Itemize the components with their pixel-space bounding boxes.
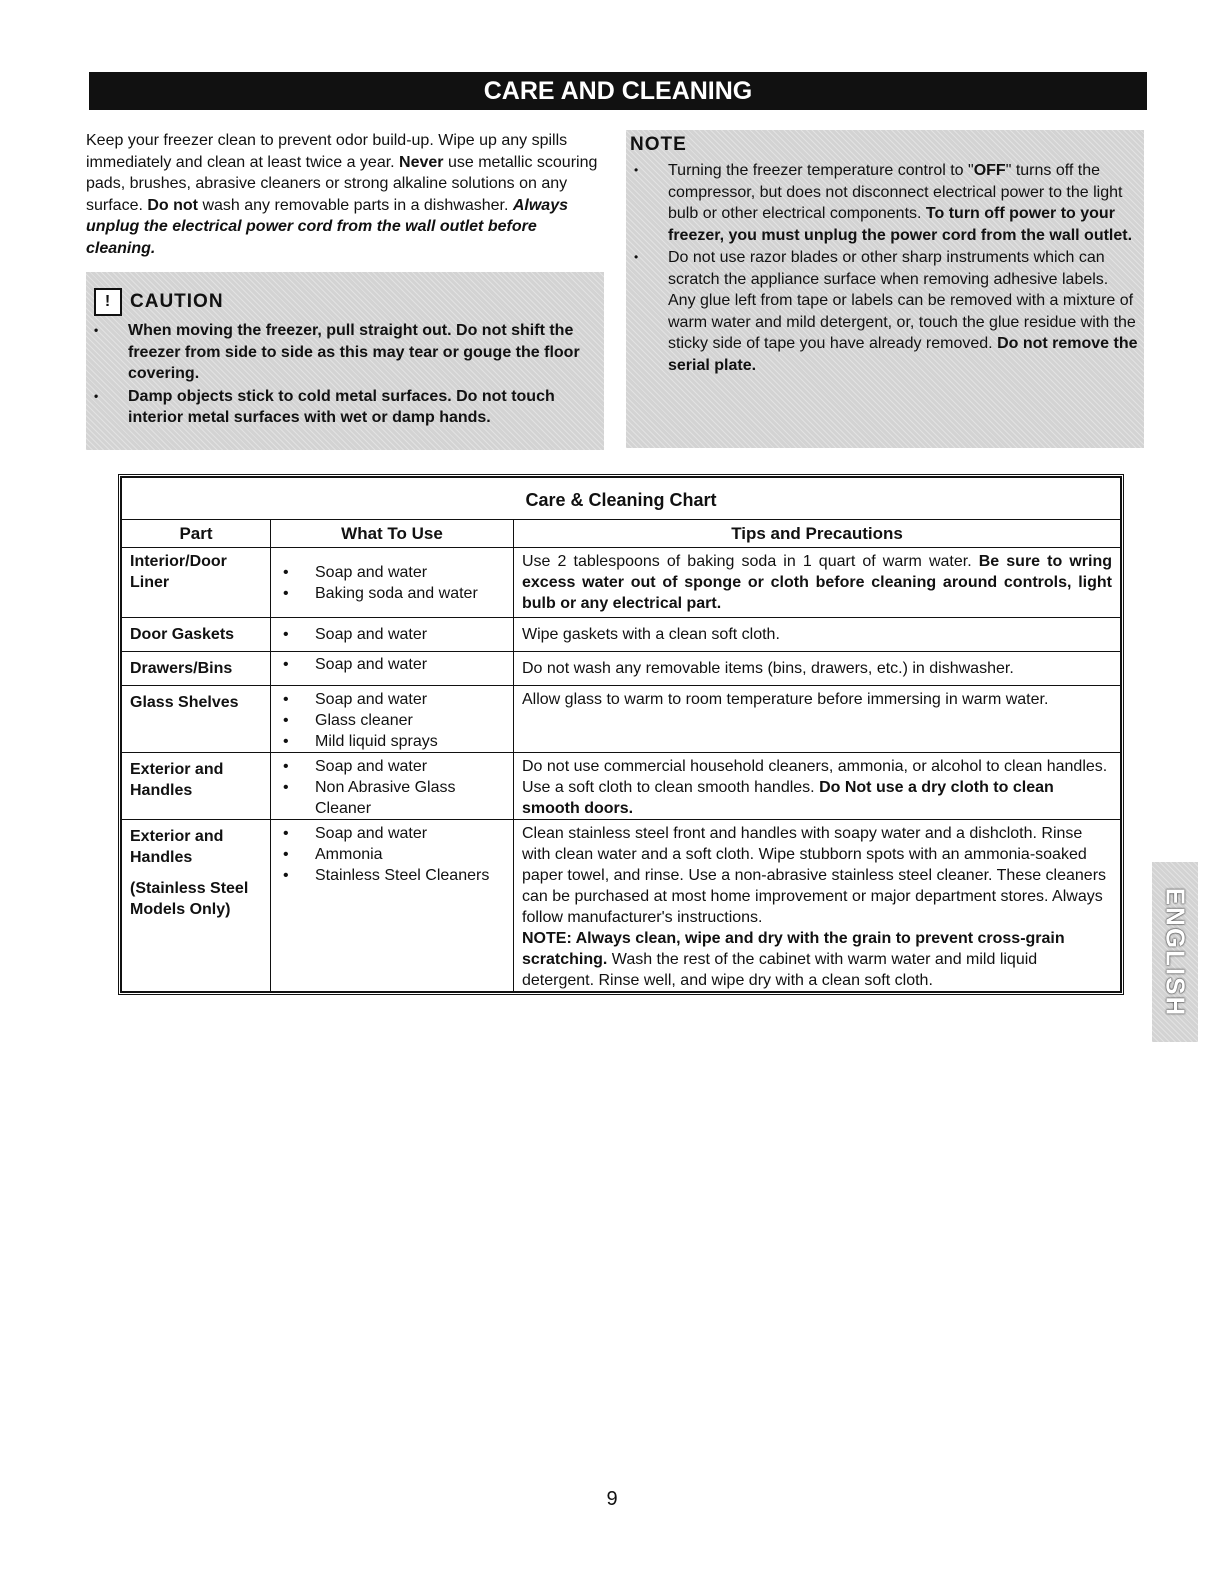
intro-paragraph: Keep your freezer clean to prevent odor build-up. Wipe up any spills immediately and clean at least twice a year. Never use metallic scouring pads, brushes, abrasive cleaners or strong alkaline solutions on any surface. Do not wash any removable parts in a dishwasher. Always unplug the electrical power cord from the wall outlet before cleaning. xyxy=(86,132,598,257)
caution-list xyxy=(86,320,596,430)
tips-cell: Wipe gaskets with a clean soft cloth. xyxy=(514,618,1121,652)
note-item: • Turning the freezer temperature control to "OFF" turns off the compressor, but does not disconnect electrical power to the light bulb or other electrical components. To turn off power to your freezer, you must unplug the power cord from the wall outlet. xyxy=(626,160,1138,246)
tips-cell: Allow glass to warm to room temperature before immersing in warm water. xyxy=(514,686,1121,753)
language-tab: ENGLISH xyxy=(1152,862,1198,1042)
part-cell: Door Gaskets xyxy=(122,618,271,652)
table-row xyxy=(122,686,1121,753)
use-cell: • Soap and water • Ammonia • Stainless Steel Cleaners xyxy=(271,820,514,992)
part-cell: Exterior and Handles xyxy=(122,753,271,820)
col-header-use: What To Use xyxy=(271,520,514,548)
tips-cell: Do not use commercial household cleaners, ammonia, or alcohol to clean handles. Use a soft cloth to clean smooth handles. Do Not use a dry cloth to clean smooth doors. xyxy=(514,753,1121,820)
table-row xyxy=(122,618,1121,652)
chart-header-row xyxy=(122,520,1121,548)
table-row xyxy=(122,548,1121,618)
caution-heading: ! CAUTION xyxy=(94,288,224,316)
note-heading: NOTE xyxy=(630,134,687,155)
warning-icon: ! xyxy=(94,288,122,316)
caution-item: • Damp objects stick to cold metal surfaces. Do not touch interior metal surfaces with wet or damp hands. xyxy=(86,386,596,429)
col-header-part: Part xyxy=(122,520,271,548)
note-box xyxy=(626,130,1144,448)
part-cell: Interior/Door Liner xyxy=(122,548,271,618)
note-list xyxy=(626,160,1138,377)
section-title: CARE AND CLEANING xyxy=(89,72,1147,110)
table-row xyxy=(122,753,1121,820)
caution-box xyxy=(86,272,604,450)
care-cleaning-chart xyxy=(118,474,1124,995)
tips-cell: Use 2 tablespoons of baking soda in 1 quart of warm water. Be sure to wring excess water out of sponge or cloth before cleaning around controls, light bulb or any electrical part. xyxy=(514,548,1121,618)
page-number: 9 xyxy=(606,1488,618,1510)
caution-item: • When moving the freezer, pull straight out. Do not shift the freezer from side to side as this may tear or gouge the floor covering. xyxy=(86,320,596,385)
use-cell: • Soap and water • Baking soda and water xyxy=(271,548,514,618)
part-cell: Exterior and Handles (Stainless Steel Models Only) xyxy=(122,820,271,992)
tips-cell: Clean stainless steel front and handles with soapy water and a dishcloth. Rinse with clean water and a soft cloth. Wipe stubborn spots with an ammonia-soaked paper towel, and rinse. Use a non-abrasive stainless steel cleaner. These cleaners can be purchased at most home improvement or major department stores. Always follow manufacturer's instructions. NOTE: Always clean, wipe and dry with the grain to prevent cross-grain scratching. Wash the rest of the cabinet with warm water and mild liquid detergent. Rinse well, and wipe dry with a clean soft cloth. xyxy=(514,820,1121,992)
note-item: • Do not use razor blades or other sharp instruments which can scratch the appliance surface when removing adhesive labels. Any glue left from tape or labels can be removed with a mixture of warm water and mild detergent, or, touch the glue residue with the sticky side of tape you have already removed. Do not remove the serial plate. xyxy=(626,247,1138,376)
tips-cell: Do not wash any removable items (bins, drawers, etc.) in dishwasher. xyxy=(514,652,1121,686)
table-row xyxy=(122,820,1121,992)
chart-title: Care & Cleaning Chart xyxy=(122,478,1121,520)
use-cell: • Soap and water xyxy=(271,652,514,686)
part-cell: Glass Shelves xyxy=(122,686,271,753)
use-cell: • Soap and water • Glass cleaner • Mild liquid sprays xyxy=(271,686,514,753)
table-row xyxy=(122,652,1121,686)
part-cell: Drawers/Bins xyxy=(122,652,271,686)
col-header-tips: Tips and Precautions xyxy=(514,520,1121,548)
use-cell: • Soap and water • Non Abrasive Glass Cleaner xyxy=(271,753,514,820)
use-cell: • Soap and water xyxy=(271,618,514,652)
